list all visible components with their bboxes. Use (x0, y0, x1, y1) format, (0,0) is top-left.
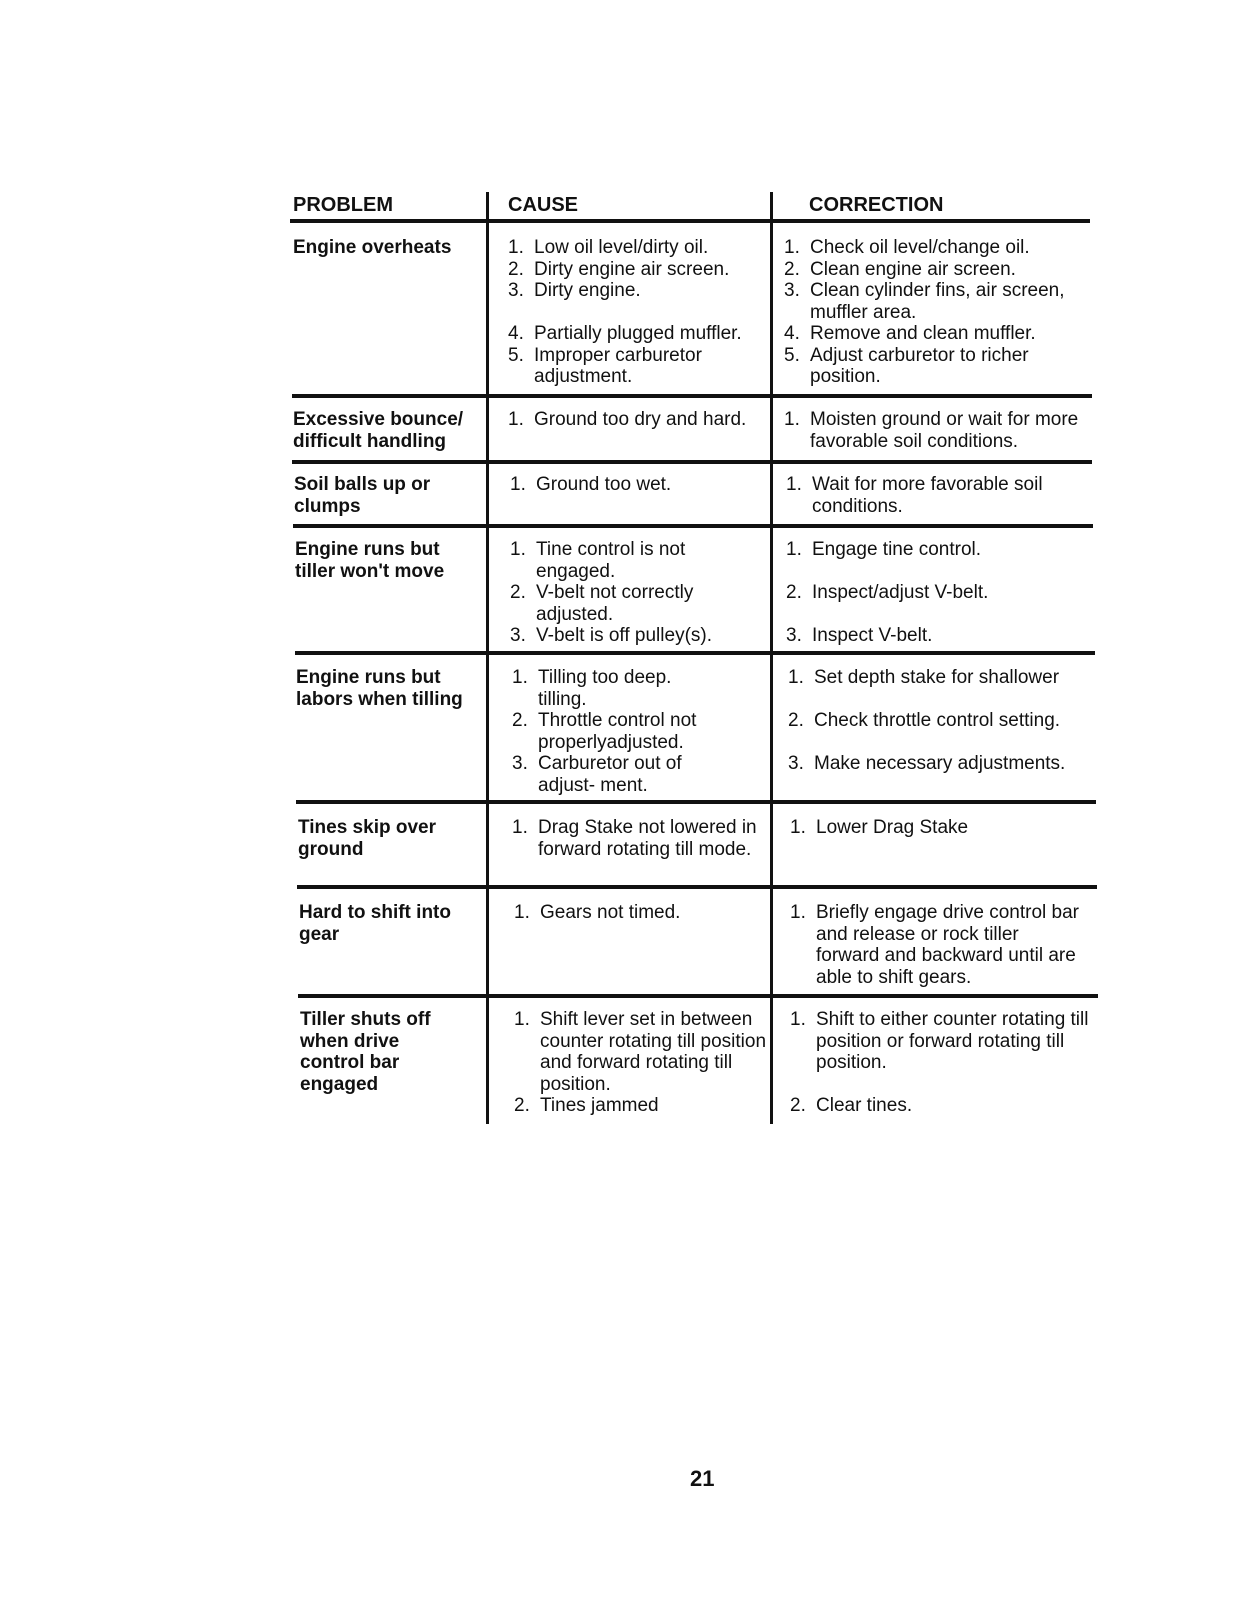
problem-cell (293, 409, 473, 452)
cause-item: 2. Dirty engine air screen. (508, 258, 730, 280)
header-problem: PROBLEM (293, 194, 393, 216)
column-divider-cause (486, 192, 489, 1124)
problem-text: Soil balls up or clumps (294, 474, 431, 517)
correction-item: 1. Shift to either counter rotating till position or forward rotating till position. (790, 1009, 1089, 1073)
correction-item: 1. Wait for more favorable soil conditions. (786, 474, 1043, 517)
correction-cell (784, 237, 1090, 388)
row-divider (295, 651, 1095, 655)
cause-item: 1. Ground too wet. (510, 474, 672, 495)
cause-item: 1. Shift lever set in between counter rotating till position and forward rotating till position. (514, 1009, 767, 1095)
correction-item: 1. Moisten ground or wait for more favorable soil conditions. (784, 409, 1079, 452)
page-number: 21 (690, 1466, 715, 1491)
cause-item: 1. Tine control is not engaged. (510, 539, 686, 582)
correction-cell (786, 474, 1086, 517)
cause-item: 3. Dirty engine. (508, 280, 641, 301)
correction-item: 2. Inspect/adjust V-belt. (786, 582, 989, 603)
correction-item: 2. Clear tines. (790, 1095, 913, 1116)
correction-cell (784, 409, 1092, 452)
problem-cell (293, 237, 473, 259)
problem-cell (294, 474, 474, 517)
correction-cell (790, 1009, 1090, 1117)
correction-item: 1. Lower Drag Stake (790, 817, 969, 838)
problem-text: Engine runs but tiller won't move (295, 539, 445, 582)
correction-item: 2. Clean engine air screen. (784, 258, 1016, 280)
cause-item: 1. Drag Stake not lowered in forward rotating till mode. (512, 817, 757, 860)
cause-cell (512, 817, 762, 860)
cause-item: 3. V-belt is off pulley(s). (510, 625, 713, 646)
cause-item: 2. Throttle control not properlyadjusted. (512, 710, 697, 753)
cause-item: 2. Tines jammed (514, 1095, 659, 1116)
cause-item: 2. V-belt not correctly adjusted. (510, 582, 694, 625)
problem-text: Tines skip over ground (298, 817, 436, 860)
correction-item: 1. Check oil level/change oil. (784, 237, 1030, 258)
cause-item: 1. Tilling too deep. tilling. (512, 667, 672, 710)
row-divider (292, 394, 1092, 398)
correction-item: 4. Remove and clean muffler. (784, 323, 1036, 344)
problem-cell (298, 817, 478, 860)
correction-item: 3. Clean cylinder fins, air screen, muffler area. (784, 280, 1065, 323)
cause-item: 1. Gears not timed. (514, 902, 681, 923)
row-divider (297, 885, 1097, 889)
row-divider (296, 800, 1096, 804)
column-divider-correction (770, 192, 773, 1124)
row-divider (298, 994, 1098, 998)
cause-cell (514, 902, 764, 924)
problem-text: Tiller shuts off when drive control bar engaged (300, 1009, 431, 1095)
problem-cell (299, 902, 479, 945)
problem-text: Hard to shift into gear (299, 902, 451, 945)
correction-item: 1. Briefly engage drive control bar and release or rock tiller forward and backward until are able to shift gears. (790, 902, 1079, 988)
correction-item: 1. Engage tine control. (786, 539, 982, 560)
correction-item: 2. Check throttle control setting. (788, 710, 1061, 731)
cause-cell (512, 667, 722, 796)
problem-text: Excessive bounce/ difficult handling (293, 409, 464, 452)
header-cause: CAUSE (508, 194, 579, 216)
correction-item: 5. Adjust carburetor to richer position. (784, 344, 1029, 387)
cause-item: 1. Ground too dry and hard. (508, 409, 747, 430)
problem-text: Engine runs but labors when tilling (296, 667, 463, 710)
problem-text: Engine overheats (293, 237, 452, 258)
row-divider (292, 460, 1092, 464)
cause-item: 5. Improper carburetor adjustment. (508, 344, 702, 387)
row-divider (293, 524, 1093, 528)
header-correction: CORRECTION (809, 194, 944, 216)
correction-item: 3. Make necessary adjustments. (788, 753, 1066, 774)
cause-cell (514, 1009, 766, 1117)
correction-item: 3. Inspect V-belt. (786, 625, 933, 646)
problem-cell (295, 539, 475, 582)
cause-item: 3. Carburetor out of adjust- ment. (512, 753, 682, 796)
correction-item: 1. Set depth stake for shallower (788, 667, 1060, 688)
correction-cell (790, 902, 1086, 988)
correction-cell (788, 667, 1094, 775)
correction-cell (790, 817, 1090, 839)
correction-cell (786, 539, 1086, 647)
cause-cell (508, 409, 766, 431)
cause-item: 4. Partially plugged muffler. (508, 323, 742, 344)
header-rule (290, 219, 1090, 223)
cause-cell (510, 474, 768, 496)
problem-cell (296, 667, 478, 710)
cause-cell (508, 237, 766, 388)
cause-cell (510, 539, 740, 647)
cause-item: 1. Low oil level/dirty oil. (508, 237, 709, 258)
problem-cell (300, 1009, 460, 1095)
